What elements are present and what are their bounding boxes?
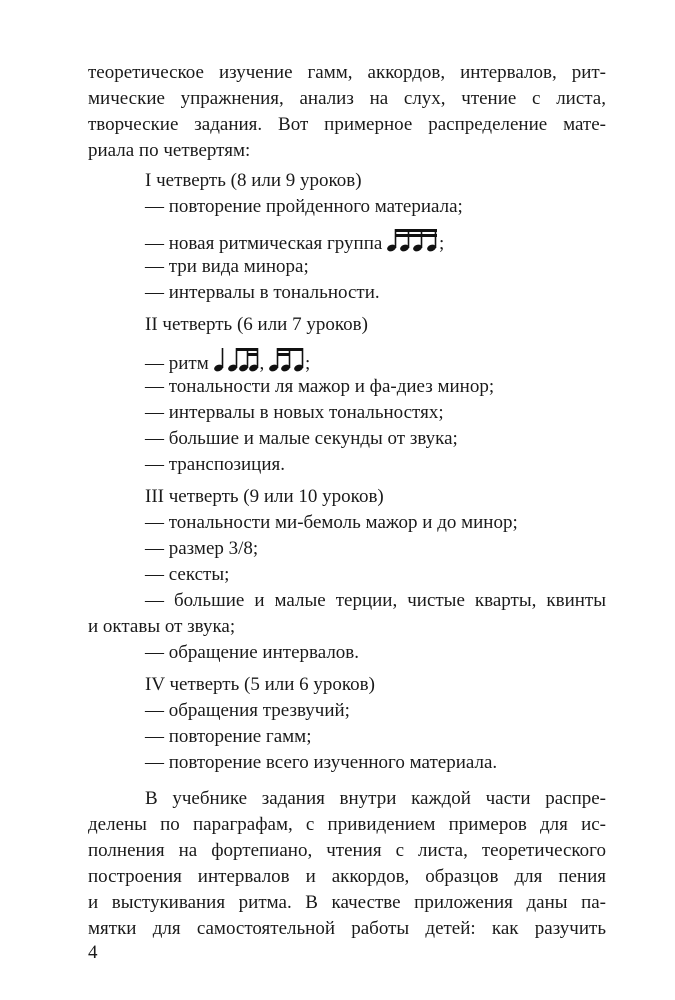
quarter-4-heading: IV четверть (5 или 6 уроков): [145, 674, 375, 695]
quarter-2-heading: II четверть (6 или 7 уроков): [145, 314, 368, 335]
quarter-3-item-2: — размер 3/8;: [145, 538, 259, 559]
quarter-2-item-1: [145, 346, 310, 377]
outro-line-6: мятки для самостоятельной работы детей: как разучить: [88, 918, 606, 939]
quarter-2-item-3: — интервалы в новых тональностях;: [145, 402, 444, 423]
intro-line-4: риала по четвертям:: [88, 140, 251, 161]
quarter-3-item-1: — тональности ми-бемоль мажор и до минор;: [145, 512, 518, 533]
quarter-2-item-1-text: — ритм: [145, 353, 209, 374]
quarter-2-item-4: — большие и малые секунды от звука;: [145, 428, 458, 449]
quarter-4-item-3: — повторение всего изученного материала.: [145, 752, 498, 773]
intro-line-3: творческие задания. Вот примерное распределение мате-: [88, 114, 606, 135]
quarter-2-item-2: — тональности ля мажор и фа-диез минор;: [145, 376, 495, 397]
intro-line-1: теоретическое изучение гамм, аккордов, интервалов, рит-: [88, 62, 606, 83]
quarter-1-item-2: [145, 228, 444, 257]
quarter-1-item-2-text: — новая ритмическая группа: [145, 233, 383, 254]
quarter-3-heading: III четверть (9 или 10 уроков): [145, 486, 384, 507]
quarter-1-item-4: — интервалы в тональности.: [145, 282, 380, 303]
quarter-1-heading: I четверть (8 или 9 уроков): [145, 170, 362, 191]
quarter-3-item-3: — сексты;: [145, 564, 230, 585]
eighth-two-sixteenths-notation: [214, 346, 260, 372]
outro-line-2: делены по параграфам, с привидением примеров для ис-: [88, 814, 606, 835]
quarter-1-item-1: — повторение пройденного материала;: [145, 196, 463, 217]
page-number: 4: [88, 942, 98, 963]
quarter-4-item-1: — обращения трезвучий;: [145, 700, 350, 721]
outro-line-1: В учебнике задания внутри каждой части распре-: [145, 788, 606, 809]
two-sixteenths-eighth-notation: [269, 346, 305, 372]
quarter-2-item-1-end: ;: [305, 353, 311, 374]
outro-line-5: и выстукивания ритма. В качестве приложения даны па-: [88, 892, 606, 913]
sixteenth-group-notation: [387, 228, 439, 252]
quarter-2-item-5: — транспозиция.: [145, 454, 285, 475]
quarter-1-item-3: — три вида минора;: [145, 256, 309, 277]
quarter-2-item-1-sep: ,: [259, 353, 265, 374]
outro-line-3: полнения на фортепиано, чтения с листа, теоретического: [88, 840, 606, 861]
intro-line-2: мические упражнения, анализ на слух, чтение с листа,: [88, 88, 606, 109]
quarter-1-item-2-end: ;: [439, 233, 445, 254]
quarter-3-item-4-cont: и октавы от звука;: [88, 616, 236, 637]
quarter-3-item-4: — большие и малые терции, чистые кварты, квинты: [145, 590, 606, 611]
outro-line-4: построения интервалов и аккордов, образцов для пения: [88, 866, 606, 887]
quarter-4-item-2: — повторение гамм;: [145, 726, 312, 747]
quarter-3-item-5: — обращение интервалов.: [145, 642, 360, 663]
